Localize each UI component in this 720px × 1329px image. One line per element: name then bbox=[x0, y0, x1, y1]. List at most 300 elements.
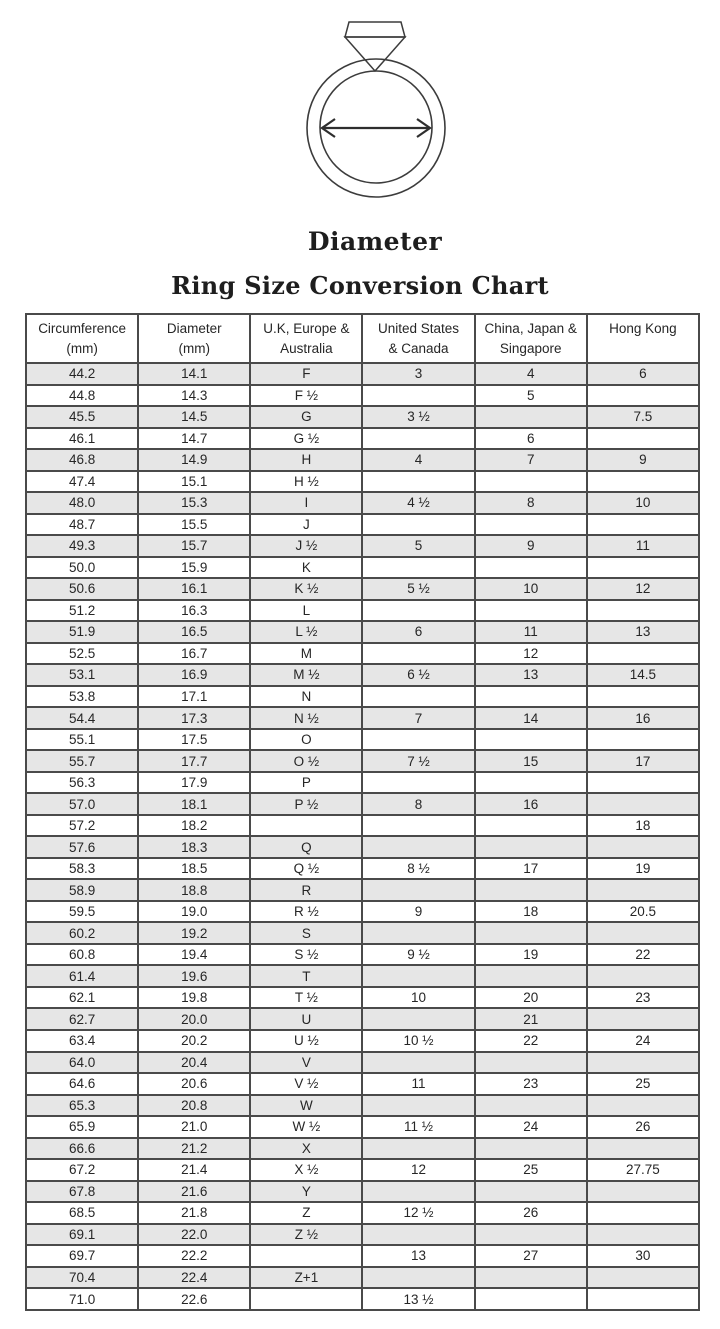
table-cell: 64.0 bbox=[26, 1052, 138, 1074]
table-cell: 4 bbox=[475, 363, 587, 385]
table-row bbox=[26, 750, 699, 772]
column-header-line1: Diameter bbox=[166, 321, 222, 336]
table-cell: 21.2 bbox=[138, 1138, 250, 1160]
table-cell: 20.0 bbox=[138, 1008, 250, 1030]
table-cell bbox=[362, 1008, 474, 1030]
column-header-line1: United States bbox=[378, 321, 460, 336]
table-cell bbox=[587, 793, 699, 815]
column-header-line2: Australia bbox=[280, 341, 333, 356]
table-cell: 10 ½ bbox=[362, 1030, 474, 1052]
table-cell: 14.5 bbox=[138, 406, 250, 428]
table-row bbox=[26, 471, 699, 493]
diamond-pavilion bbox=[345, 37, 405, 71]
table-cell: 17.1 bbox=[138, 686, 250, 708]
table-cell: 19.2 bbox=[138, 922, 250, 944]
table-row bbox=[26, 901, 699, 923]
table-cell: 8 bbox=[362, 793, 474, 815]
table-cell: 9 ½ bbox=[362, 944, 474, 966]
table-cell: 69.1 bbox=[26, 1224, 138, 1246]
table-cell bbox=[475, 965, 587, 987]
table-cell: 19.0 bbox=[138, 901, 250, 923]
table-cell: 17.5 bbox=[138, 729, 250, 751]
table-cell: 5 ½ bbox=[362, 578, 474, 600]
table-cell: 9 bbox=[475, 535, 587, 557]
table-cell: 14.9 bbox=[138, 449, 250, 471]
table-cell: 46.1 bbox=[26, 428, 138, 450]
table-cell: 20.5 bbox=[587, 901, 699, 923]
table-row bbox=[26, 922, 699, 944]
table-row bbox=[26, 535, 699, 557]
table-row bbox=[26, 729, 699, 751]
table-row bbox=[26, 836, 699, 858]
table-cell: 57.2 bbox=[26, 815, 138, 837]
table-cell: H bbox=[250, 449, 362, 471]
table-cell: P ½ bbox=[250, 793, 362, 815]
table-row bbox=[26, 363, 699, 385]
table-cell: 16 bbox=[475, 793, 587, 815]
column-header bbox=[475, 314, 587, 363]
table-row bbox=[26, 621, 699, 643]
table-cell: T ½ bbox=[250, 987, 362, 1009]
table-cell: 68.5 bbox=[26, 1202, 138, 1224]
table-cell: 44.8 bbox=[26, 385, 138, 407]
table-cell: 27 bbox=[475, 1245, 587, 1267]
table-row bbox=[26, 1073, 699, 1095]
table-cell: 22.0 bbox=[138, 1224, 250, 1246]
table-cell: F ½ bbox=[250, 385, 362, 407]
table-cell: 6 ½ bbox=[362, 664, 474, 686]
table-cell: 45.5 bbox=[26, 406, 138, 428]
table-cell: 21.4 bbox=[138, 1159, 250, 1181]
column-header bbox=[362, 314, 474, 363]
table-cell bbox=[250, 1288, 362, 1310]
table-cell: I bbox=[250, 492, 362, 514]
table-cell: F bbox=[250, 363, 362, 385]
table-cell bbox=[362, 1267, 474, 1289]
table-row bbox=[26, 1030, 699, 1052]
table-row bbox=[26, 1008, 699, 1030]
table-cell: 15.3 bbox=[138, 492, 250, 514]
table-cell: X ½ bbox=[250, 1159, 362, 1181]
table-cell: 15.9 bbox=[138, 557, 250, 579]
table-row bbox=[26, 1116, 699, 1138]
table-cell bbox=[475, 922, 587, 944]
table-cell bbox=[362, 514, 474, 536]
table-cell: U ½ bbox=[250, 1030, 362, 1052]
table-cell: 14.7 bbox=[138, 428, 250, 450]
table-cell: 25 bbox=[475, 1159, 587, 1181]
table-cell: 48.0 bbox=[26, 492, 138, 514]
table-cell: 70.4 bbox=[26, 1267, 138, 1289]
table-row bbox=[26, 1052, 699, 1074]
table-cell: 6 bbox=[475, 428, 587, 450]
table-cell: N ½ bbox=[250, 707, 362, 729]
table-cell: M bbox=[250, 643, 362, 665]
column-header-line2: (mm) bbox=[66, 341, 98, 356]
table-cell: 17.3 bbox=[138, 707, 250, 729]
table-cell bbox=[362, 1138, 474, 1160]
table-cell: 14.5 bbox=[587, 664, 699, 686]
table-cell bbox=[587, 557, 699, 579]
table-row bbox=[26, 965, 699, 987]
table-cell bbox=[475, 600, 587, 622]
column-header bbox=[26, 314, 138, 363]
table-cell: 6 bbox=[587, 363, 699, 385]
table-cell: Y bbox=[250, 1181, 362, 1203]
table-cell bbox=[362, 600, 474, 622]
table-cell: M ½ bbox=[250, 664, 362, 686]
table-body bbox=[26, 363, 699, 1310]
table-cell: 3 ½ bbox=[362, 406, 474, 428]
table-row bbox=[26, 879, 699, 901]
table-cell: 15.7 bbox=[138, 535, 250, 557]
table-cell: 21.8 bbox=[138, 1202, 250, 1224]
table-cell: 18.5 bbox=[138, 858, 250, 880]
table-cell: 12 ½ bbox=[362, 1202, 474, 1224]
table-cell: 7 bbox=[475, 449, 587, 471]
table-cell: H ½ bbox=[250, 471, 362, 493]
table-cell bbox=[587, 471, 699, 493]
table-row bbox=[26, 793, 699, 815]
table-cell: 13 bbox=[362, 1245, 474, 1267]
table-cell: 13 bbox=[587, 621, 699, 643]
table-cell: 59.5 bbox=[26, 901, 138, 923]
table-cell: 17.9 bbox=[138, 772, 250, 794]
table-cell: U bbox=[250, 1008, 362, 1030]
table-cell: 11 bbox=[362, 1073, 474, 1095]
column-header-line2: (mm) bbox=[178, 341, 210, 356]
table-cell: 64.6 bbox=[26, 1073, 138, 1095]
table-row bbox=[26, 772, 699, 794]
table-cell: 55.7 bbox=[26, 750, 138, 772]
diamond-table-facet bbox=[345, 22, 405, 37]
table-cell: 65.9 bbox=[26, 1116, 138, 1138]
table-cell: 53.8 bbox=[26, 686, 138, 708]
table-cell bbox=[362, 729, 474, 751]
table-cell: J ½ bbox=[250, 535, 362, 557]
table-cell: Z bbox=[250, 1202, 362, 1224]
table-cell: 10 bbox=[362, 987, 474, 1009]
table-cell bbox=[587, 836, 699, 858]
table-cell: 24 bbox=[587, 1030, 699, 1052]
table-cell: 19.6 bbox=[138, 965, 250, 987]
table-cell: 20.2 bbox=[138, 1030, 250, 1052]
table-cell bbox=[587, 1267, 699, 1289]
table-cell: 62.7 bbox=[26, 1008, 138, 1030]
table-cell bbox=[475, 1181, 587, 1203]
table-cell bbox=[362, 686, 474, 708]
table-cell bbox=[587, 1138, 699, 1160]
table-cell: 18.8 bbox=[138, 879, 250, 901]
table-cell: K ½ bbox=[250, 578, 362, 600]
table-cell bbox=[587, 643, 699, 665]
table-cell: 12 bbox=[475, 643, 587, 665]
table-cell bbox=[587, 922, 699, 944]
table-cell: 14.1 bbox=[138, 363, 250, 385]
table-cell bbox=[475, 1052, 587, 1074]
table-cell bbox=[475, 879, 587, 901]
table-cell bbox=[587, 686, 699, 708]
table-cell bbox=[475, 514, 587, 536]
table-cell: 15 bbox=[475, 750, 587, 772]
table-cell: 16.1 bbox=[138, 578, 250, 600]
table-cell bbox=[475, 836, 587, 858]
table-row bbox=[26, 557, 699, 579]
table-cell bbox=[475, 1224, 587, 1246]
table-cell: 56.3 bbox=[26, 772, 138, 794]
table-cell: N bbox=[250, 686, 362, 708]
table-cell: L bbox=[250, 600, 362, 622]
table-cell bbox=[475, 815, 587, 837]
column-header bbox=[138, 314, 250, 363]
table-cell: 17 bbox=[587, 750, 699, 772]
table-cell: 9 bbox=[362, 901, 474, 923]
table-cell: 48.7 bbox=[26, 514, 138, 536]
table-cell: 66.6 bbox=[26, 1138, 138, 1160]
table-cell bbox=[587, 1008, 699, 1030]
table-cell bbox=[362, 428, 474, 450]
table-cell: 69.7 bbox=[26, 1245, 138, 1267]
table-cell: S bbox=[250, 922, 362, 944]
table-cell bbox=[587, 729, 699, 751]
table-cell bbox=[475, 772, 587, 794]
table-row bbox=[26, 600, 699, 622]
table-cell: 8 ½ bbox=[362, 858, 474, 880]
table-cell: R ½ bbox=[250, 901, 362, 923]
table-cell bbox=[587, 514, 699, 536]
table-row bbox=[26, 492, 699, 514]
table-cell bbox=[362, 557, 474, 579]
table-cell: 8 bbox=[475, 492, 587, 514]
table-cell: 26 bbox=[587, 1116, 699, 1138]
table-cell: 57.6 bbox=[26, 836, 138, 858]
table-cell: 47.4 bbox=[26, 471, 138, 493]
table-cell bbox=[362, 922, 474, 944]
column-header-line1: Circumference bbox=[38, 321, 126, 336]
table-row bbox=[26, 1138, 699, 1160]
table-row bbox=[26, 643, 699, 665]
table-cell bbox=[250, 1245, 362, 1267]
table-row bbox=[26, 664, 699, 686]
table-cell: 19 bbox=[475, 944, 587, 966]
table-cell bbox=[587, 879, 699, 901]
table-row bbox=[26, 1159, 699, 1181]
column-header bbox=[587, 314, 699, 363]
header-row bbox=[26, 314, 699, 363]
table-row bbox=[26, 686, 699, 708]
table-cell: V ½ bbox=[250, 1073, 362, 1095]
table-cell: 13 ½ bbox=[362, 1288, 474, 1310]
table-cell: 11 ½ bbox=[362, 1116, 474, 1138]
column-header-line1: Hong Kong bbox=[609, 321, 677, 336]
table-row bbox=[26, 514, 699, 536]
diagram-caption: Diameter bbox=[307, 227, 443, 256]
table-cell: 60.2 bbox=[26, 922, 138, 944]
table-cell bbox=[362, 471, 474, 493]
table-cell: 53.1 bbox=[26, 664, 138, 686]
table-cell: X bbox=[250, 1138, 362, 1160]
table-cell bbox=[475, 406, 587, 428]
table-cell: 3 bbox=[362, 363, 474, 385]
table-cell bbox=[362, 879, 474, 901]
diameter-arrow bbox=[322, 119, 430, 137]
table-cell: W ½ bbox=[250, 1116, 362, 1138]
column-header-line1: U.K, Europe & bbox=[263, 321, 350, 336]
table-cell: 15.5 bbox=[138, 514, 250, 536]
table-cell bbox=[362, 643, 474, 665]
table-cell: O ½ bbox=[250, 750, 362, 772]
table-cell bbox=[362, 836, 474, 858]
table-cell: 19 bbox=[587, 858, 699, 880]
table-cell bbox=[587, 1202, 699, 1224]
table-cell: 20.8 bbox=[138, 1095, 250, 1117]
column-header-line2: Singapore bbox=[499, 341, 562, 356]
table-cell: G ½ bbox=[250, 428, 362, 450]
table-cell: 24 bbox=[475, 1116, 587, 1138]
table-cell: 18.3 bbox=[138, 836, 250, 858]
table-cell: 50.0 bbox=[26, 557, 138, 579]
table-cell: 11 bbox=[475, 621, 587, 643]
table-cell: 22 bbox=[587, 944, 699, 966]
table-row bbox=[26, 707, 699, 729]
table-cell bbox=[587, 965, 699, 987]
table-cell: 17.7 bbox=[138, 750, 250, 772]
table-row bbox=[26, 1245, 699, 1267]
table-cell: 5 bbox=[362, 535, 474, 557]
table-cell: 16.7 bbox=[138, 643, 250, 665]
table-row bbox=[26, 428, 699, 450]
table-cell bbox=[362, 385, 474, 407]
table-cell bbox=[587, 772, 699, 794]
table-cell: 14 bbox=[475, 707, 587, 729]
table-cell bbox=[587, 600, 699, 622]
table-cell: 52.5 bbox=[26, 643, 138, 665]
table-row bbox=[26, 1267, 699, 1289]
table-cell: 21.0 bbox=[138, 1116, 250, 1138]
table-cell: 57.0 bbox=[26, 793, 138, 815]
table-cell bbox=[362, 1181, 474, 1203]
table-cell bbox=[362, 772, 474, 794]
table-cell: 58.9 bbox=[26, 879, 138, 901]
table-cell: 18 bbox=[587, 815, 699, 837]
table-row bbox=[26, 578, 699, 600]
table-cell: 58.3 bbox=[26, 858, 138, 880]
table-cell: 49.3 bbox=[26, 535, 138, 557]
table-cell: 20.6 bbox=[138, 1073, 250, 1095]
table-cell: 55.1 bbox=[26, 729, 138, 751]
table-cell: 18.1 bbox=[138, 793, 250, 815]
page-title: Ring Size Conversion Chart bbox=[171, 271, 549, 300]
table-row bbox=[26, 1224, 699, 1246]
table-cell: 6 bbox=[362, 621, 474, 643]
table-cell bbox=[475, 729, 587, 751]
table-cell bbox=[587, 385, 699, 407]
table-cell: Q ½ bbox=[250, 858, 362, 880]
table-cell bbox=[475, 557, 587, 579]
table-row bbox=[26, 944, 699, 966]
table-cell: 21 bbox=[475, 1008, 587, 1030]
table-cell: O bbox=[250, 729, 362, 751]
table-cell: L ½ bbox=[250, 621, 362, 643]
table-cell: T bbox=[250, 965, 362, 987]
table-cell: 20.4 bbox=[138, 1052, 250, 1074]
table-cell bbox=[587, 1095, 699, 1117]
table-cell: 17 bbox=[475, 858, 587, 880]
table-cell: 62.1 bbox=[26, 987, 138, 1009]
table-cell: 16.9 bbox=[138, 664, 250, 686]
table-cell: 10 bbox=[475, 578, 587, 600]
table-cell bbox=[362, 1095, 474, 1117]
table-row bbox=[26, 815, 699, 837]
column-header bbox=[250, 314, 362, 363]
conversion-table bbox=[25, 313, 700, 1311]
table-cell: 50.6 bbox=[26, 578, 138, 600]
table-cell bbox=[587, 1181, 699, 1203]
table-cell: S ½ bbox=[250, 944, 362, 966]
table-cell: 15.1 bbox=[138, 471, 250, 493]
table-cell bbox=[587, 428, 699, 450]
table-cell: 16.5 bbox=[138, 621, 250, 643]
table-cell: 27.75 bbox=[587, 1159, 699, 1181]
table-cell: 51.9 bbox=[26, 621, 138, 643]
table-cell: 22 bbox=[475, 1030, 587, 1052]
table-cell: 71.0 bbox=[26, 1288, 138, 1310]
table-cell: 18.2 bbox=[138, 815, 250, 837]
table-header bbox=[26, 314, 699, 363]
table-cell: 44.2 bbox=[26, 363, 138, 385]
table-cell bbox=[362, 1224, 474, 1246]
table-cell bbox=[362, 1052, 474, 1074]
table-cell: Z+1 bbox=[250, 1267, 362, 1289]
table-cell bbox=[587, 1288, 699, 1310]
table-row bbox=[26, 987, 699, 1009]
table-cell: 51.2 bbox=[26, 600, 138, 622]
column-header-line2: & Canada bbox=[388, 341, 449, 356]
table-row bbox=[26, 1181, 699, 1203]
table-cell: 7 bbox=[362, 707, 474, 729]
table-cell bbox=[475, 1095, 587, 1117]
table-cell: 7 ½ bbox=[362, 750, 474, 772]
table-cell: 12 bbox=[362, 1159, 474, 1181]
table-cell: 25 bbox=[587, 1073, 699, 1095]
table-cell bbox=[475, 1288, 587, 1310]
table-cell: W bbox=[250, 1095, 362, 1117]
table-cell: 22.2 bbox=[138, 1245, 250, 1267]
table-cell: 20 bbox=[475, 987, 587, 1009]
table-cell: 16.3 bbox=[138, 600, 250, 622]
table-cell: 19.4 bbox=[138, 944, 250, 966]
table-cell bbox=[362, 815, 474, 837]
table-row bbox=[26, 449, 699, 471]
table-cell bbox=[250, 815, 362, 837]
table-cell: 13 bbox=[475, 664, 587, 686]
column-header-line1: China, Japan & bbox=[484, 321, 577, 336]
table-cell: V bbox=[250, 1052, 362, 1074]
table-cell: 4 ½ bbox=[362, 492, 474, 514]
table-cell: 19.8 bbox=[138, 987, 250, 1009]
table-cell: 11 bbox=[587, 535, 699, 557]
table-cell: 54.4 bbox=[26, 707, 138, 729]
table-cell: P bbox=[250, 772, 362, 794]
table-cell: 23 bbox=[587, 987, 699, 1009]
table-row bbox=[26, 406, 699, 428]
table-cell bbox=[475, 1138, 587, 1160]
table-cell bbox=[475, 471, 587, 493]
table-cell: 22.6 bbox=[138, 1288, 250, 1310]
table-cell: 26 bbox=[475, 1202, 587, 1224]
table-cell: 63.4 bbox=[26, 1030, 138, 1052]
table-cell: Q bbox=[250, 836, 362, 858]
